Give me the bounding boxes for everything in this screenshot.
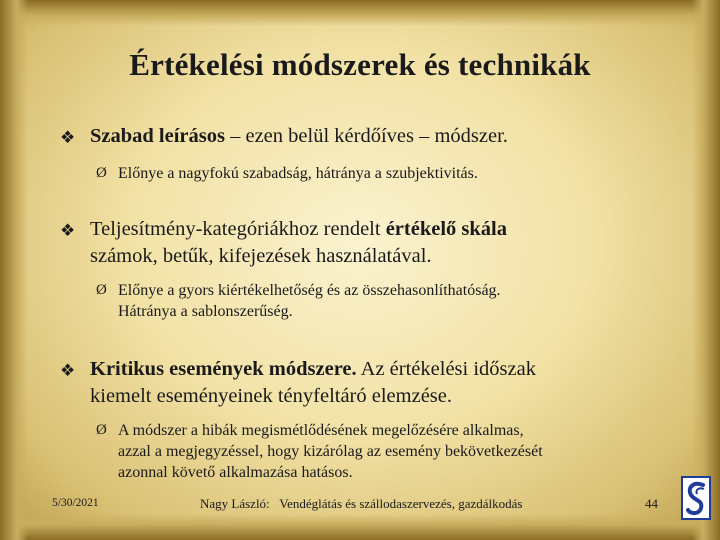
bullet-rating-scale xyxy=(60,216,680,270)
arrow-bullet-icon: Ø xyxy=(96,282,107,298)
bullet-normal-text: Teljesítmény-kategóriákhoz rendelt xyxy=(90,218,386,240)
sub-bullet-line: Előnye a gyors kiértékelhetőség és az összehasonlíthatóság. xyxy=(118,282,501,299)
sub-bullet-line: A módszer a hibák megismétlődésének megelőzésére alkalmas, xyxy=(118,422,524,439)
frame-bottom xyxy=(0,514,720,540)
bullet-line-2: számok, betűk, kifejezések használatával. xyxy=(90,245,432,267)
bullet-text xyxy=(90,356,680,410)
bullet-text xyxy=(90,123,680,150)
bullet-bold-text: értékelő skála xyxy=(385,218,507,240)
sub-bullet-rating-scale xyxy=(96,280,676,322)
frame-top xyxy=(0,0,720,26)
bullet-bold-text: Kritikus események módszere. xyxy=(90,358,357,380)
bullet-normal-text: Az értékelési időszak xyxy=(356,358,536,380)
bullet-free-description xyxy=(60,123,680,150)
bullet-critical-incidents xyxy=(60,356,680,410)
bullet-line-2: kiemelt eseményeinek tényfeltáró elemzése. xyxy=(90,385,452,407)
arrow-bullet-icon: Ø xyxy=(96,165,107,181)
sub-bullet-line: azonnal követő alkalmazása hatásos. xyxy=(118,464,353,481)
sub-bullet-line: Hátránya a sablonszerűség. xyxy=(118,303,293,320)
sub-bullet-line: Előnye a nagyfokú szabadság, hátránya a szubjektivitás. xyxy=(118,165,478,182)
sub-bullet-free-description xyxy=(96,163,676,184)
footer-course: Vendéglátás és szállodaszervezés, gazdálkodás xyxy=(279,496,523,511)
sub-bullet-text xyxy=(118,280,676,322)
footer-credit xyxy=(200,496,522,512)
footer-date: 5/30/2021 xyxy=(52,497,99,509)
page-number: 44 xyxy=(645,496,658,511)
sub-bullet-text xyxy=(118,420,676,483)
stylized-s-logo-icon xyxy=(681,476,711,520)
arrow-bullet-icon: Ø xyxy=(96,422,107,438)
diamond-bullet-icon: ❖ xyxy=(60,128,76,147)
sub-bullet-line: azzal a megjegyzéssel, hogy kizárólag az esemény bekövetkezését xyxy=(118,443,543,460)
bullet-normal-text: – ezen belül kérdőíves – módszer. xyxy=(224,125,508,147)
diamond-bullet-icon: ❖ xyxy=(60,221,76,240)
sub-bullet-critical-incidents xyxy=(96,420,676,483)
diamond-bullet-icon: ❖ xyxy=(60,361,76,380)
bullet-text xyxy=(90,216,680,270)
footer-author: Nagy László: xyxy=(200,496,270,511)
bullet-bold-text: Szabad leírásos xyxy=(90,125,225,147)
slide-title: Értékelési módszerek és technikák xyxy=(129,47,591,82)
